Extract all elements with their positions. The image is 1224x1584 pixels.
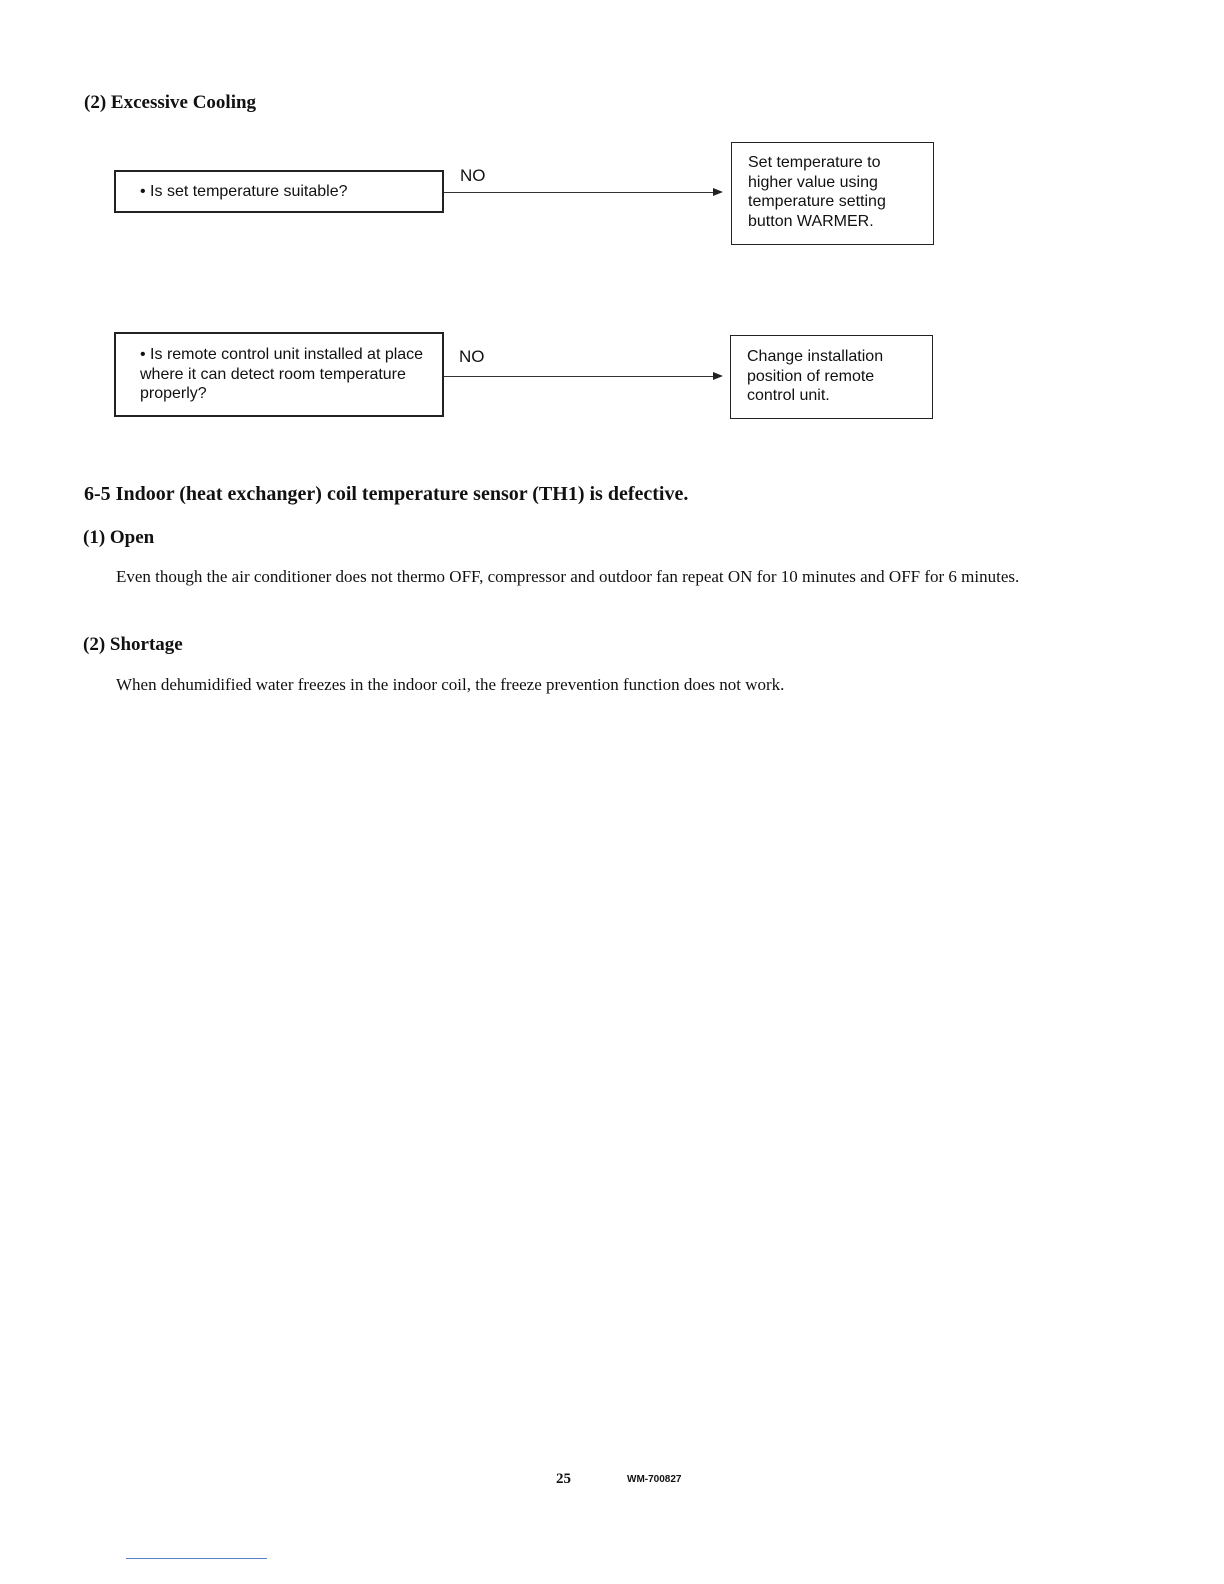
question-box-remote-location	[114, 332, 444, 417]
question-text: • Is set temperature suitable?	[140, 183, 348, 200]
open-heading: (1) Open	[83, 527, 155, 548]
shortage-heading: (2) Shortage	[83, 634, 183, 655]
footer-rule	[126, 1558, 267, 1559]
arrow-head-icon	[713, 188, 723, 196]
no-label: NO	[460, 166, 486, 185]
question-text: • Is remote control unit installed at place where it can detect room temperature properly?	[140, 346, 424, 402]
excessive-cooling-heading: (2) Excessive Cooling	[84, 92, 257, 113]
action-text: Change installation position of remote control unit.	[747, 348, 884, 404]
shortage-description: When dehumidified water freezes in the indoor coil, the freeze prevention function does not work.	[116, 675, 785, 694]
question-box-set-temperature	[114, 170, 444, 213]
open-description: Even though the air conditioner does not thermo OFF, compressor and outdoor fan repeat ON for 10 minutes and OFF for 6 minutes.	[116, 567, 1020, 586]
flow-arrow-line	[444, 192, 714, 193]
action-text: Set temperature to higher value using temperature setting button WARMER.	[748, 154, 886, 230]
action-box-warmer	[731, 142, 934, 245]
action-box-reposition	[730, 335, 933, 419]
sensor-section-heading: 6-5 Indoor (heat exchanger) coil temperature sensor (TH1) is defective.	[84, 483, 689, 505]
page-number: 25	[556, 1471, 571, 1487]
document-code: WM-700827	[627, 1474, 682, 1485]
no-label: NO	[459, 347, 485, 366]
arrow-head-icon	[713, 372, 723, 380]
flow-arrow-line	[444, 376, 714, 377]
